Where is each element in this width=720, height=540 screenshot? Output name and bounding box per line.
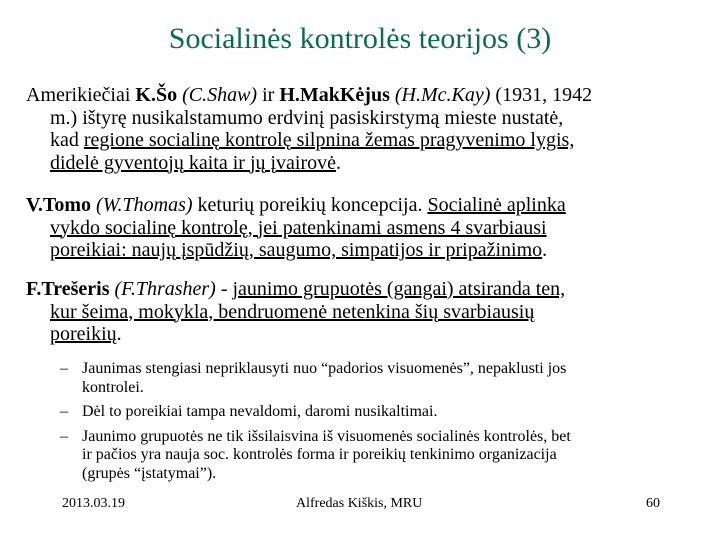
underlined-text: regione socialinę kontrolę silpnina žemas pragyvenimo lygis, — [83, 129, 575, 151]
text-segment: kad — [50, 129, 84, 151]
author-name: F.Trešeris — [26, 278, 110, 300]
bullet-line: Dėl to poreikiai tampa nevaldomi, daromi nusikaltimai. — [82, 403, 438, 420]
text-segment: . — [116, 323, 122, 345]
paragraph-thrasher — [26, 278, 694, 346]
paragraph-line — [26, 217, 694, 240]
bullet-dash: – — [60, 427, 68, 445]
paragraph-line — [26, 278, 694, 301]
footer-page-number: 60 — [646, 496, 660, 511]
text-segment: . — [336, 151, 342, 174]
paragraph-line — [26, 194, 694, 217]
author-name: K.Šo — [135, 84, 178, 106]
footer-date: 2013.03.19 — [62, 496, 125, 511]
slide-title: Socialinės kontrolės teorijos (3) — [168, 22, 552, 55]
paragraph-line — [26, 239, 694, 262]
text-segment: - — [215, 278, 233, 300]
author-name: H.MakKėjus — [279, 84, 390, 106]
paragraph-line: m.) ištyrę nusikalstamumo erdvinį pasiskirstymą mieste nustatė, — [50, 106, 564, 129]
paragraph-line — [26, 129, 694, 152]
bullet-line: kontrolei. — [82, 378, 144, 396]
bullet-line: Jaunimas stengiasi nepriklausyti nuo “padorios visuomenės”, nepaklusti jos — [82, 360, 567, 377]
text-segment: keturių poreikių koncepcija. — [192, 194, 428, 216]
paragraph-line — [26, 323, 694, 346]
paragraph-line — [26, 152, 694, 175]
underlined-text: didelė gyventojų kaita ir jų įvairovė — [50, 151, 337, 174]
underlined-text: Socialinė aplinka — [427, 194, 566, 216]
bullet-dash: – — [60, 403, 68, 420]
bullet-item — [60, 428, 700, 484]
underlined-text: kur šeima, mokykla, bendruomenė netenkina šių svarbiausių — [50, 300, 535, 323]
underlined-text: poreikiai: naujų įspūdžių, saugumo, simpatijos ir pripažinimo — [50, 239, 543, 261]
author-name-original: (H.Mc.Kay) — [394, 84, 491, 106]
author-name: V.Tomo — [26, 194, 92, 216]
paragraph-thomas — [26, 194, 694, 262]
bullet-line: Jaunimo grupuotės ne tik išsilaisvina iš visuomenės socialinės kontrolės, bet — [82, 427, 571, 445]
author-name-original: (F.Thrasher) — [114, 278, 216, 300]
paragraph-line — [26, 84, 694, 107]
bullet-item — [60, 403, 700, 422]
underlined-text: jaunimo grupuotės (gangai) atsiranda ten, — [232, 278, 566, 300]
author-name-original: (W.Thomas) — [96, 194, 193, 216]
author-name-original: (C.Shaw) — [182, 84, 258, 106]
text-segment: (1931, 1942 — [490, 84, 593, 106]
underlined-text: vykdo socialinę kontrolę, jei patenkinami asmens 4 svarbiausi — [50, 216, 547, 239]
paragraph-shaw-mckay — [26, 84, 694, 174]
text-segment: ir — [257, 84, 280, 106]
footer-author: Alfredas Kiškis, MRU — [296, 496, 423, 511]
underlined-text: poreikių — [50, 323, 117, 345]
text-segment: . — [542, 239, 548, 261]
bullet-line: ir pačios yra nauja soc. kontrolės forma ir poreikių tenkinimo organizacija — [82, 446, 557, 463]
bullet-line: (grupės “įstatymai”). — [82, 464, 217, 482]
text-segment: Amerikiečiai — [26, 84, 136, 106]
bullet-item — [60, 360, 700, 397]
bullet-list — [60, 360, 700, 489]
paragraph-line — [26, 301, 694, 324]
bullet-dash: – — [60, 360, 68, 377]
